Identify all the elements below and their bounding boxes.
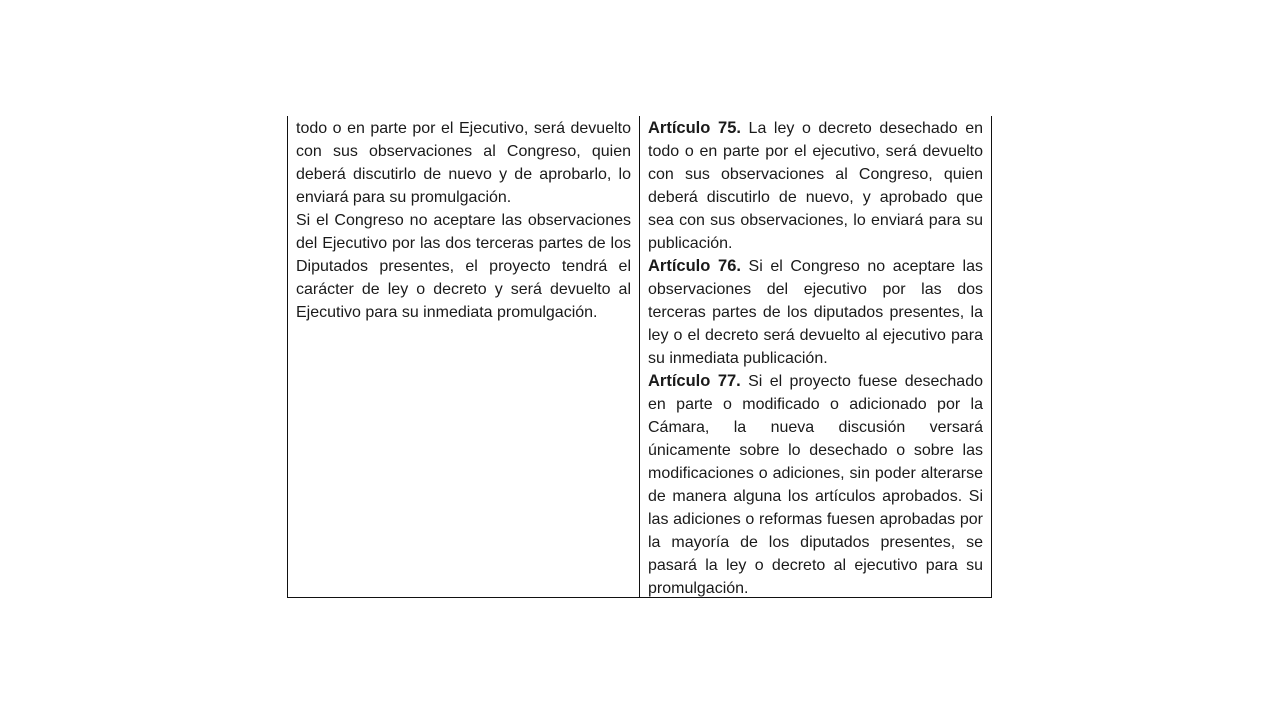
- left-column: [288, 116, 640, 597]
- article-77-text: Si el proyecto fuese desechado en parte o modificado o adicionado por la Cámara, la nueva discusión versará únicamente sobre lo desechado o sobre las modificaciones o adiciones, sin poder alterarse de manera alguna los artículos aprobados. Si las adiciones o reformas fuesen aprobadas por la mayoría de los diputados presentes, se pasará la ley o decreto al ejecutivo para su promulgación.: [648, 373, 983, 597]
- article-77-label: Artículo 77.: [648, 372, 741, 390]
- article-75: [648, 117, 983, 255]
- comparison-table: [287, 116, 992, 598]
- article-75-label: Artículo 75.: [648, 119, 741, 137]
- left-paragraph-2: Si el Congreso no aceptare las observaciones del Ejecutivo por las dos terceras partes de los Diputados presentes, el proyecto tendrá el carácter de ley o decreto y será devuelto al Ejecutivo para su inmediata promulgación.: [296, 212, 631, 321]
- article-76-label: Artículo 76.: [648, 257, 741, 275]
- article-75-text: La ley o decreto desechado en todo o en parte por el ejecutivo, será devuelto con sus observaciones al Congreso, quien deberá discutirlo de nuevo, y aprobado que sea con sus observaciones, lo enviará para su publicación.: [648, 120, 983, 252]
- article-77: [648, 370, 983, 597]
- article-76-text: Si el Congreso no aceptare las observaciones del ejecutivo por las dos terceras partes de los diputados presentes, la ley o el decreto será devuelto al ejecutivo para su inmediata publicación.: [648, 258, 983, 367]
- right-column: [640, 116, 991, 597]
- article-76: [648, 255, 983, 370]
- left-paragraph-1: todo o en parte por el Ejecutivo, será devuelto con sus observaciones al Congreso, quien deberá discutirlo de nuevo y de aprobarlo, lo enviará para su promulgación.: [296, 120, 631, 206]
